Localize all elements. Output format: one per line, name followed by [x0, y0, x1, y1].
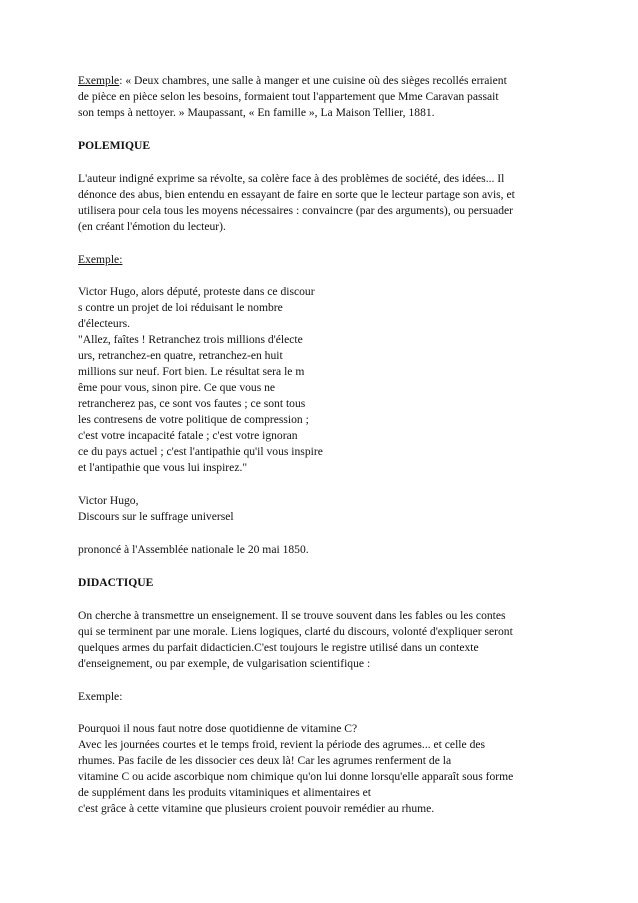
text-line: qui se terminent par une morale. Liens logiques, clarté du discours, volonté d'expliquer seront: [78, 625, 513, 638]
text-line: On cherche à transmettre un enseignement. Il se trouve souvent dans les fables ou les contes: [78, 609, 506, 622]
text-line: L'auteur indigné exprime sa révolte, sa colère face à des problèmes de société, des idées... Il: [78, 172, 505, 185]
hugo-quote: [78, 284, 568, 476]
quote-source: [78, 493, 568, 525]
text-line: dénonce des abus, bien entendu en essayant de faire en sorte que le lecteur partage son avis, et: [78, 188, 515, 201]
quote-line: Victor Hugo, alors député, proteste dans ce discour: [78, 285, 315, 298]
section-title-polemique: POLEMIQUE: [78, 139, 151, 152]
quote-line: les contresens de votre politique de compression ;: [78, 413, 309, 426]
quote-line: et l'antipathie que vous lui inspirez.": [78, 461, 248, 474]
text-line: d'enseignement, ou par exemple, de vulgarisation scientifique :: [78, 657, 371, 670]
quote-line: ce du pays actuel ; c'est l'antipathie qu'il vous inspire: [78, 445, 323, 458]
quote-line: "Allez, faîtes ! Retranchez trois millions d'électe: [78, 333, 303, 346]
quote-line: ême pour vous, sinon pire. Ce que vous ne: [78, 381, 276, 394]
quote-date: prononcé à l'Assemblée nationale le 20 mai 1850.: [78, 543, 309, 556]
example-line: Pourquoi il nous faut notre dose quotidienne de vitamine C?: [78, 722, 358, 735]
quote-line: millions sur neuf. Fort bien. Le résultat sera le m: [78, 365, 305, 378]
quote-line: retrancherez pas, ce sont vos fautes ; ce sont tous: [78, 397, 306, 410]
quote-line: c'est votre incapacité fatale ; c'est votre ignoran: [78, 429, 298, 442]
text-line: utilisera pour cela tous les moyens nécessaires : convaincre (par des arguments), ou persuader: [78, 204, 514, 217]
text-line: quelques armes du parfait didacticien.C'est toujours le registre utilisé dans un contexte: [78, 641, 479, 654]
quote-line: s contre un projet de loi réduisant le nombre: [78, 301, 283, 314]
example-line-1: Exemple: « Deux chambres, une salle à manger et une cuisine où des sièges recollés erraient: [78, 74, 507, 87]
example-line-3: son temps à nettoyer. » Maupassant, « En famille », La Maison Tellier, 1881.: [78, 106, 435, 119]
example-label: Exemple: [78, 74, 120, 87]
polemique-example-label: Exemple:: [78, 253, 123, 266]
didactique-paragraph: [78, 608, 568, 672]
example-line: c'est grâce à cette vitamine que plusieurs croient pouvoir remédier au rhume.: [78, 802, 435, 815]
example-line: rhumes. Pas facile de les dissocier ces deux là! Car les agrumes renferment de la: [78, 754, 452, 767]
quote-line: d'électeurs.: [78, 317, 130, 330]
example-line: Avec les journées courtes et le temps froid, revient la période des agrumes... et celle des: [78, 738, 486, 751]
vitamin-example: [78, 721, 568, 817]
source-title: Discours sur le suffrage universel: [78, 510, 234, 523]
maupassant-example: [78, 73, 568, 121]
example-line-2: de pièce en pièce selon les besoins, formaient tout l'appartement que Mme Caravan passait: [78, 90, 499, 103]
example-line: vitamine C ou acide ascorbique nom chimique qu'on lui donne lorsqu'elle apparaît sous forme: [78, 770, 514, 783]
example-line: de supplément dans les produits vitaminiques et alimentaires et: [78, 786, 371, 799]
section-title-didactique: DIDACTIQUE: [78, 576, 154, 589]
text-line: (en créant l'émotion du lecteur).: [78, 220, 226, 233]
didactique-example-label: Exemple:: [78, 690, 123, 703]
source-author: Victor Hugo,: [78, 494, 139, 507]
quote-line: urs, retranchez-en quatre, retranchez-en huit: [78, 349, 283, 362]
document-body: [78, 73, 568, 834]
polemique-paragraph: [78, 171, 568, 235]
